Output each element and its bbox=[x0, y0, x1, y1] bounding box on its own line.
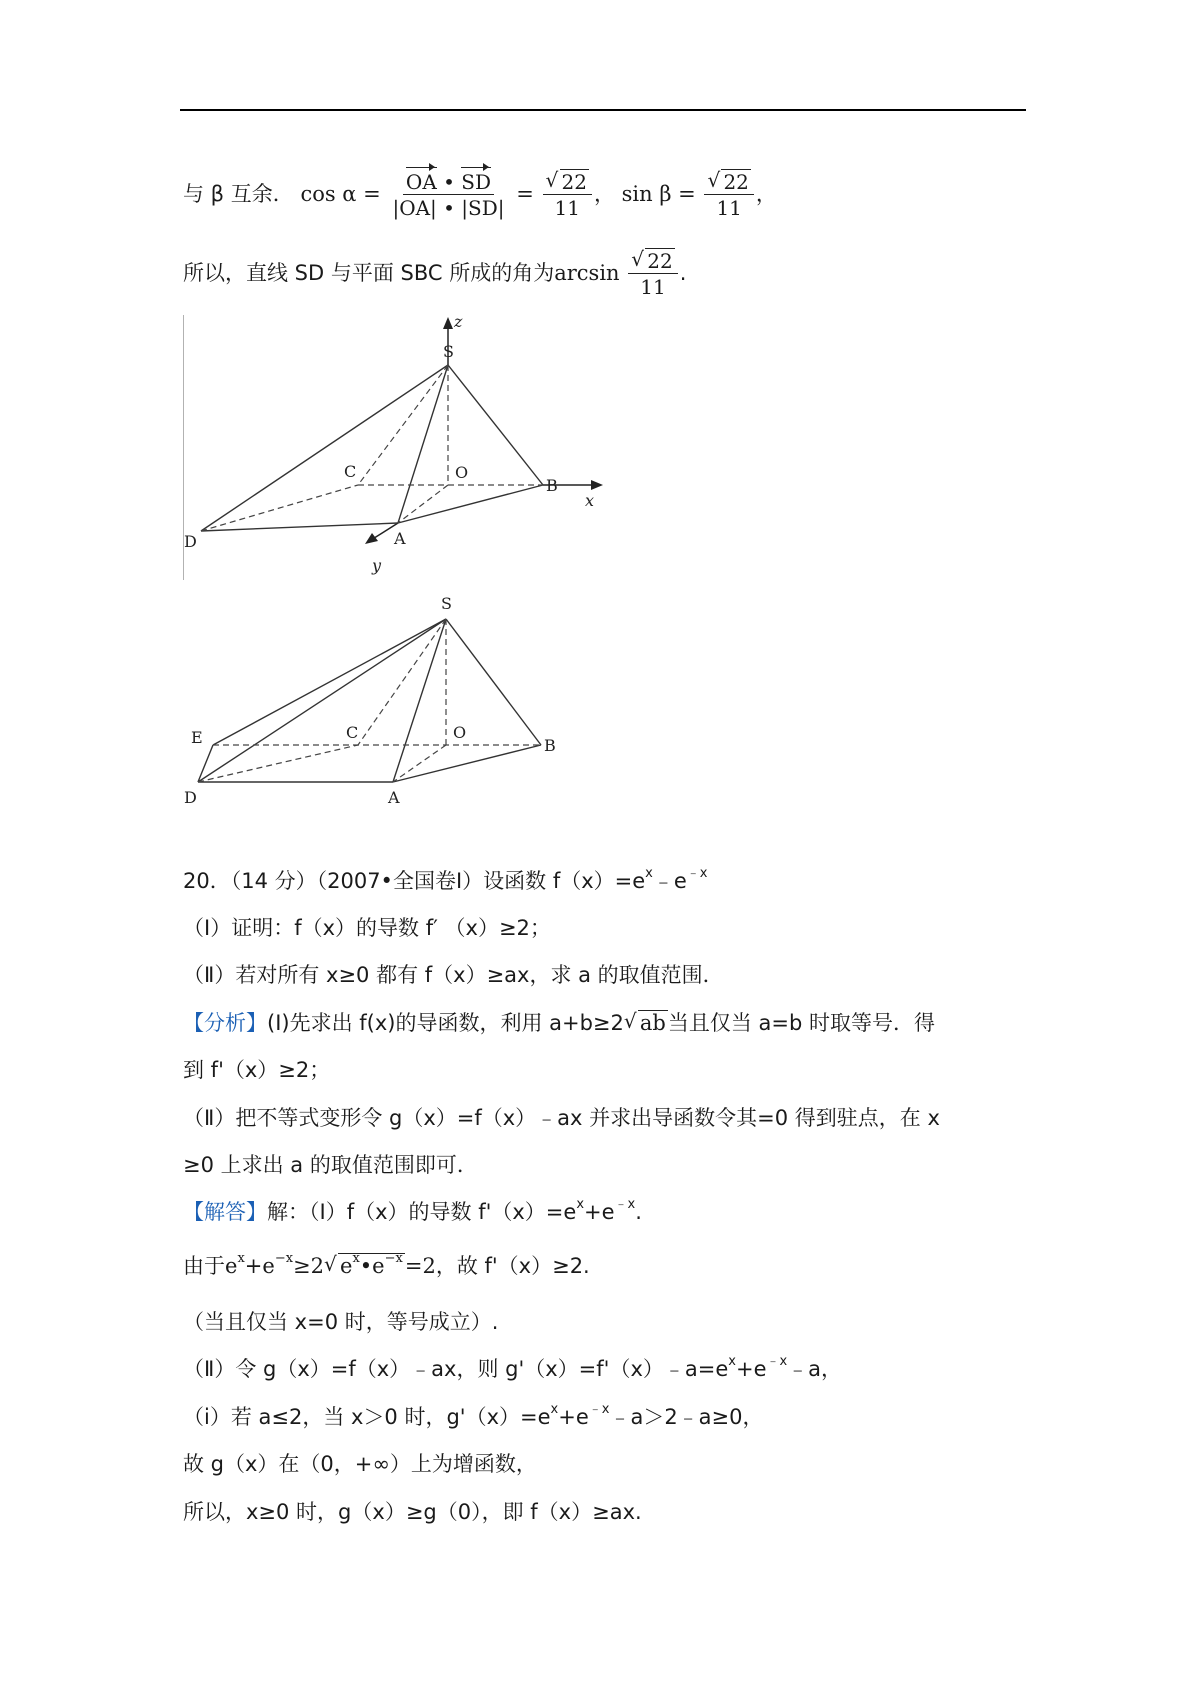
label-o: O bbox=[453, 723, 467, 742]
edge-sd bbox=[198, 619, 446, 782]
sin-label: sin β = bbox=[621, 182, 696, 206]
separator: ， bbox=[593, 182, 615, 206]
f-ssup1: x bbox=[352, 1251, 360, 1266]
title-sup-2: ﹣x bbox=[686, 866, 708, 881]
label-e: E bbox=[191, 728, 203, 747]
title-text-a: 20．（14 分）（2007•全国卷Ⅰ）设函数 f（x）=e bbox=[183, 869, 646, 893]
answer-tag: 【解答】 bbox=[183, 1200, 267, 1224]
answer-line-1 bbox=[183, 1197, 642, 1227]
edge-dc bbox=[198, 745, 358, 782]
analysis-line-2: 到 f'（x）≥2； bbox=[183, 1058, 331, 1082]
f-ge: ≥2 bbox=[293, 1254, 325, 1278]
f-eq: =2 bbox=[404, 1254, 436, 1278]
answer-line-6: 故 g（x）在（0，+∞）上为增函数， bbox=[183, 1452, 537, 1476]
i-text-a: （ⅰ）若 a≤2，当 x＞0 时，g'（x）=e bbox=[183, 1405, 551, 1429]
period: . bbox=[679, 261, 687, 285]
arcsin-text: 所以，直线 SD 与平面 SBC 所成的角为 bbox=[183, 261, 555, 285]
arcsin-label: arcsin bbox=[554, 261, 620, 285]
label-z: z bbox=[454, 315, 463, 331]
label-s: S bbox=[441, 595, 452, 613]
z-axis-arrow bbox=[443, 317, 453, 329]
label-d: D bbox=[184, 788, 197, 807]
label-y: y bbox=[372, 556, 382, 575]
x-axis-arrow bbox=[591, 480, 603, 490]
cos-sin-line bbox=[183, 164, 777, 224]
label-b: B bbox=[544, 736, 556, 755]
ii-text-c: ﹣a， bbox=[787, 1357, 843, 1381]
cos-denominator bbox=[389, 195, 507, 218]
analysis-text-b: 当且仅当 a=b 时取等号．得 bbox=[667, 1011, 936, 1035]
label-a: A bbox=[394, 529, 406, 548]
vec-sd: SD bbox=[461, 170, 492, 194]
y-axis-arrow bbox=[365, 533, 378, 544]
edge-sa bbox=[398, 365, 448, 523]
answer-line-3: （当且仅当 x=0 时，等号成立）. bbox=[183, 1310, 499, 1334]
edge-sc bbox=[358, 619, 446, 745]
sqrt-sign-3: √ 22 bbox=[631, 247, 673, 273]
frac-num-2 bbox=[704, 168, 753, 195]
am-gm-formula bbox=[225, 1251, 436, 1278]
question-part-1: （Ⅰ）证明：f（x）的导数 f′ （x）≥2； bbox=[183, 916, 551, 940]
prefix-text: 与 β 互余． bbox=[183, 182, 294, 206]
label-d: D bbox=[184, 532, 197, 551]
arcsin-fraction bbox=[628, 247, 677, 299]
arcsin-line bbox=[183, 245, 686, 301]
i-sup-2: ﹣x bbox=[588, 1402, 610, 1417]
title-sup-1: x bbox=[645, 866, 653, 881]
radicand-2: 22 bbox=[723, 170, 749, 194]
pyramid-figure-extended bbox=[183, 595, 583, 815]
analysis-line-3: （Ⅱ）把不等式变形令 g（x）=f（x）﹣ax 并求出导函数令其=0 得到驻点，在 x bbox=[183, 1106, 940, 1130]
answer-line-4 bbox=[183, 1354, 842, 1384]
sqrt-sign-2: √ 22 bbox=[707, 168, 749, 194]
f-se1: e bbox=[340, 1254, 353, 1278]
answer-text-b: +e bbox=[584, 1200, 615, 1224]
label-c: C bbox=[344, 462, 357, 481]
analysis-tag: 【分析】 bbox=[183, 1011, 267, 1035]
analysis-text-a: (Ⅰ)先求出 f(x)的导函数，利用 a+b≥2 bbox=[267, 1011, 624, 1035]
i-text-b: +e bbox=[558, 1405, 589, 1429]
f-e1: e bbox=[225, 1254, 238, 1278]
sin-fraction bbox=[704, 168, 753, 220]
answer-text-a: 解：（Ⅰ）f（x）的导数 f'（x）=e bbox=[267, 1200, 577, 1224]
ii-text-b: +e bbox=[735, 1357, 767, 1381]
answer-line-7: 所以，x≥0 时，g（x）≥g（0），即 f（x）≥ax. bbox=[183, 1500, 642, 1524]
label-b: B bbox=[546, 476, 558, 495]
edge-oa bbox=[398, 485, 448, 523]
label-s: S bbox=[443, 342, 454, 361]
ab-sqrt: √ ab bbox=[623, 1009, 666, 1035]
analysis-line-1 bbox=[183, 1008, 935, 1038]
edge-da bbox=[201, 523, 398, 531]
i-text-c: ﹣a＞2﹣a≥0， bbox=[609, 1405, 764, 1429]
label-a: A bbox=[388, 788, 400, 807]
radicand-3: 22 bbox=[647, 249, 673, 273]
ii-sup-2: ﹣x bbox=[766, 1354, 788, 1369]
edge-ab bbox=[398, 485, 543, 523]
label-c: C bbox=[346, 723, 359, 742]
answer-line-5 bbox=[183, 1402, 764, 1432]
i-sup-1: x bbox=[550, 1402, 559, 1417]
answer-text-c: . bbox=[635, 1200, 642, 1224]
f-sup2: −x bbox=[274, 1251, 294, 1266]
edge-dc bbox=[201, 485, 358, 531]
cos-numerator: OA • SD bbox=[403, 172, 494, 195]
question-title bbox=[183, 866, 707, 896]
den-dot: • bbox=[443, 196, 455, 220]
ab-radicand: ab bbox=[639, 1011, 666, 1035]
f-sqrt-under bbox=[338, 1253, 405, 1278]
header-rule bbox=[180, 109, 1026, 111]
f-sup1: x bbox=[237, 1251, 245, 1266]
pyramid-figure-coordinate bbox=[183, 315, 623, 585]
edge-ab bbox=[393, 745, 541, 782]
frac-num bbox=[543, 168, 592, 195]
cos-fraction bbox=[389, 172, 507, 218]
edge-sd bbox=[201, 365, 448, 531]
end-comma: ， bbox=[755, 182, 777, 206]
ii-text-a: （Ⅱ）令 g（x）=f（x）﹣ax，则 g'（x）=f'（x）﹣a=e bbox=[183, 1357, 729, 1381]
cos-label: cos α = bbox=[300, 182, 381, 206]
frac-num-3 bbox=[628, 247, 677, 274]
since-text: 由于 bbox=[183, 1254, 225, 1278]
eq-sign: = bbox=[516, 182, 534, 206]
radicand: 22 bbox=[561, 170, 587, 194]
analysis-line-4: ≥0 上求出 a 的取值范围即可． bbox=[183, 1153, 478, 1177]
f-ssup2: −x bbox=[384, 1251, 403, 1266]
frac-den-3: 11 bbox=[640, 275, 666, 299]
question-part-2: （Ⅱ）若对所有 x≥0 都有 f（x）≥ax，求 a 的取值范围． bbox=[183, 963, 724, 987]
since-tail: ，故 f'（x）≥2. bbox=[435, 1254, 590, 1278]
edge-sc bbox=[358, 365, 448, 485]
sqrt22-over-11 bbox=[543, 168, 592, 220]
answer-sup-1: x bbox=[576, 1197, 585, 1212]
label-x: x bbox=[585, 491, 595, 510]
ii-sup-1: x bbox=[728, 1354, 736, 1369]
f-sqrt: √ $e^x•e^{-x}$ bbox=[324, 1251, 403, 1278]
sqrt-sign: √ 22 bbox=[545, 168, 587, 194]
answer-sup-2: ﹣x bbox=[614, 1197, 636, 1212]
den-oa: |OA| bbox=[392, 196, 437, 220]
label-o: O bbox=[455, 463, 469, 482]
f-sdot: •e bbox=[359, 1254, 385, 1278]
frac-den-2: 11 bbox=[716, 196, 742, 220]
den-sd: |SD| bbox=[461, 196, 505, 220]
edge-oa bbox=[393, 745, 446, 782]
title-text-b: ﹣e bbox=[652, 869, 687, 893]
answer-line-2 bbox=[183, 1246, 590, 1286]
vec-oa: OA bbox=[405, 170, 437, 194]
frac-den: 11 bbox=[554, 196, 580, 220]
f-plus: +e bbox=[244, 1254, 275, 1278]
